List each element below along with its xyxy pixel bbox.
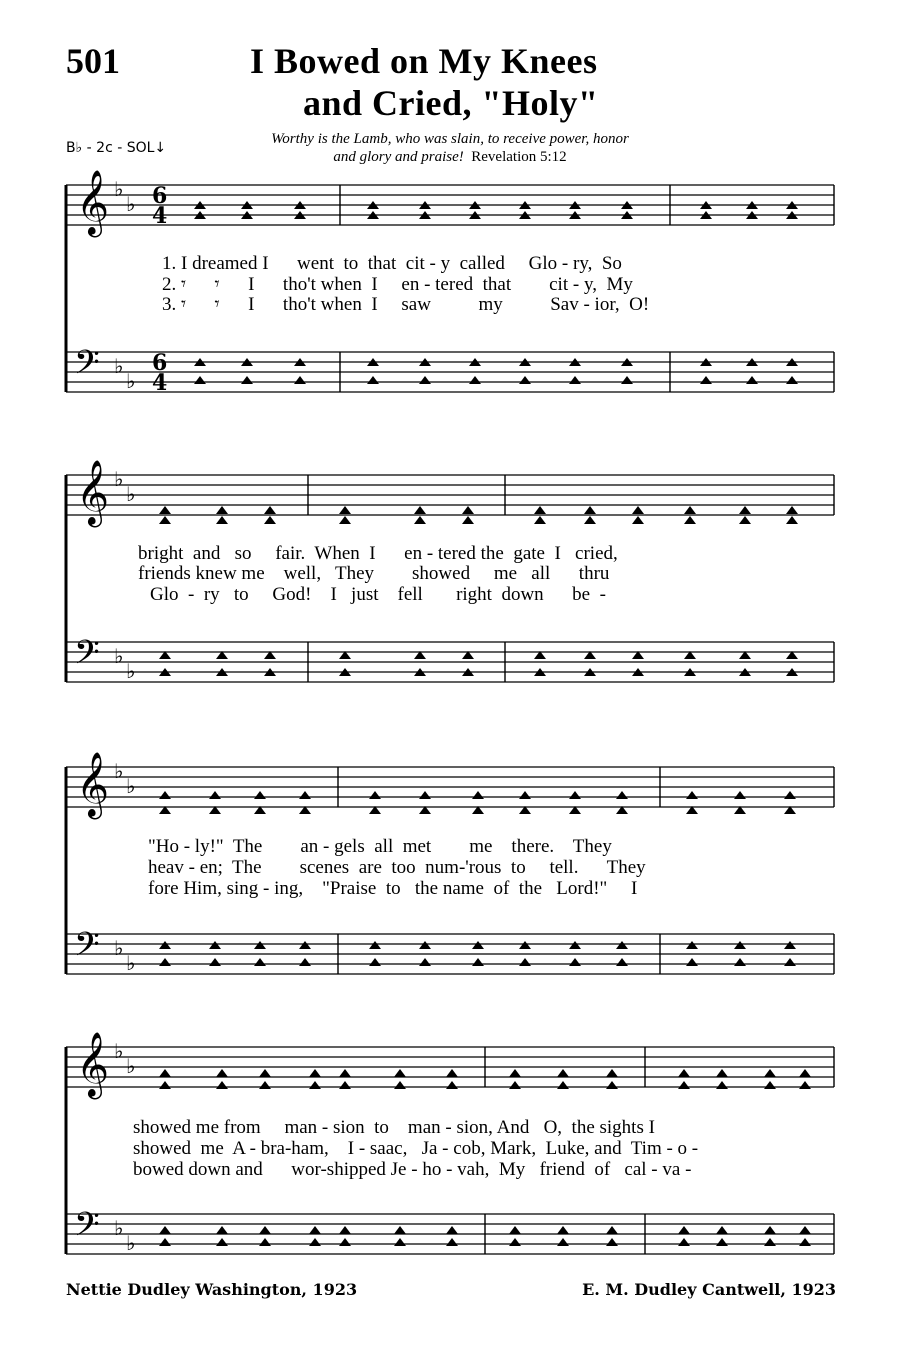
note-head [369, 941, 381, 949]
lyric-s2-v2: friends knew me well, They showed me all thru [138, 563, 610, 584]
note-head [799, 1081, 811, 1089]
flat-icon: ♭ [126, 482, 136, 506]
note-head [784, 791, 796, 799]
lyric-s1-v1: 1. I dreamed I went to that cit - y called Glo - ry, So [162, 253, 622, 274]
note-head [472, 941, 484, 949]
epigraph-line-1: Worthy is the Lamb, who was slain, to receive power, honor [271, 131, 629, 147]
flat-icon: ♭ [126, 1054, 136, 1078]
note-head [369, 958, 381, 966]
note-head [606, 1238, 618, 1246]
note-head [616, 791, 628, 799]
note-head [394, 1081, 406, 1089]
time-signature-bottom: 4 [152, 203, 168, 229]
note-head [519, 958, 531, 966]
bass-clef-icon: 𝄢 [74, 634, 100, 680]
note-head [799, 1069, 811, 1077]
flat-icon: ♭ [126, 369, 136, 393]
flat-icon: ♭ [114, 1216, 124, 1240]
note-head [472, 958, 484, 966]
note-head [414, 506, 426, 514]
note-head [254, 791, 266, 799]
note-head [394, 1069, 406, 1077]
note-head [159, 1226, 171, 1234]
time-signature-top: 6 [152, 350, 168, 376]
note-head [632, 506, 644, 514]
note-head [294, 376, 306, 384]
flat-icon: ♭ [126, 659, 136, 683]
note-head [309, 1226, 321, 1234]
lyric-s1-v2: 2. 𝄾 𝄾 I tho't when I en - tered that cit - y, My [162, 274, 633, 295]
note-head [616, 941, 628, 949]
time-signature-bottom: 4 [152, 370, 168, 396]
note-head [299, 791, 311, 799]
note-head [159, 1081, 171, 1089]
note-head [519, 791, 531, 799]
note-head [621, 376, 633, 384]
note-head [786, 506, 798, 514]
note-head [569, 958, 581, 966]
note-head [469, 376, 481, 384]
note-head [462, 516, 474, 524]
note-head [159, 516, 171, 524]
treble-clef-icon: 𝄞 [76, 752, 110, 817]
note-head [259, 1081, 271, 1089]
note-head [786, 376, 798, 384]
note-head [209, 958, 221, 966]
note-head [394, 1238, 406, 1246]
flat-icon: ♭ [126, 1231, 136, 1255]
flat-icon: ♭ [114, 467, 124, 491]
flat-icon: ♭ [114, 1039, 124, 1063]
note-head [241, 376, 253, 384]
note-head [557, 1081, 569, 1089]
flat-icon: ♭ [114, 177, 124, 201]
note-head [606, 1069, 618, 1077]
note-head [369, 791, 381, 799]
note-head [509, 1238, 521, 1246]
time-signature-top: 6 [152, 183, 168, 209]
lyric-s1-v3: 3. 𝄾 𝄾 I tho't when I saw my Sav - ior, O! [162, 294, 650, 315]
note-head [519, 941, 531, 949]
note-head [339, 516, 351, 524]
note-head [367, 376, 379, 384]
note-head [339, 506, 351, 514]
note-head [446, 1226, 458, 1234]
note-head [739, 506, 751, 514]
note-head [339, 1069, 351, 1077]
note-head [446, 1081, 458, 1089]
note-head [216, 1069, 228, 1077]
note-head [299, 958, 311, 966]
flat-icon: ♭ [114, 759, 124, 783]
note-head [209, 941, 221, 949]
note-head [419, 791, 431, 799]
note-head [309, 1081, 321, 1089]
treble-clef-icon: 𝄞 [76, 460, 110, 525]
note-head [159, 1238, 171, 1246]
lyric-s3-v2: heav - en; The scenes are too num-'rous to tell. They [148, 857, 646, 878]
note-head [419, 376, 431, 384]
note-head [786, 516, 798, 524]
note-head [309, 1069, 321, 1077]
note-head [716, 1069, 728, 1077]
scripture-reference: Revelation 5:12 [471, 149, 567, 165]
note-head [557, 1226, 569, 1234]
note-head [216, 1238, 228, 1246]
bass-clef-icon: 𝄢 [74, 926, 100, 972]
note-head [616, 958, 628, 966]
lyric-s4-v2: showed me A - bra-ham, I - saac, Ja - cob, Mark, Luke, and Tim - o - [133, 1138, 699, 1159]
note-head [446, 1069, 458, 1077]
note-head [419, 958, 431, 966]
note-head [569, 376, 581, 384]
lyric-s4-v3: bowed down and wor-shipped Je - ho - vah, My friend of cal - va - [133, 1159, 692, 1180]
lyric-s2-v3: Glo - ry to God! I just fell right down be - [150, 584, 606, 605]
note-head [254, 958, 266, 966]
note-head [194, 376, 206, 384]
note-head [606, 1226, 618, 1234]
note-head [764, 1238, 776, 1246]
flat-icon: ♭ [114, 936, 124, 960]
lyric-s3-v1: "Ho - ly!" The an - gels all met me there. They [148, 836, 612, 857]
note-head [678, 1226, 690, 1234]
note-head [509, 1069, 521, 1077]
note-head [339, 1238, 351, 1246]
flat-icon: ♭ [126, 774, 136, 798]
note-head [259, 1226, 271, 1234]
note-head [216, 1226, 228, 1234]
note-head [259, 1238, 271, 1246]
note-head [462, 506, 474, 514]
note-head [159, 506, 171, 514]
note-head [569, 941, 581, 949]
note-head [557, 1069, 569, 1077]
lyric-s3-v3: fore Him, sing - ing, "Praise to the name of the Lord!" I [148, 878, 638, 899]
note-head [716, 1081, 728, 1089]
lyric-s4-v1: showed me from man - sion to man - sion, And O, the sights I [133, 1117, 655, 1138]
note-head [784, 958, 796, 966]
note-head [799, 1226, 811, 1234]
note-head [394, 1226, 406, 1234]
credit-music-composer: E. M. Dudley Cantwell, 1923 [582, 1280, 836, 1299]
note-head [509, 1081, 521, 1089]
title-line-1: I Bowed on My Knees [250, 41, 598, 81]
treble-clef-icon: 𝄞 [76, 170, 110, 235]
note-head [716, 1238, 728, 1246]
flat-icon: ♭ [126, 192, 136, 216]
note-head [159, 941, 171, 949]
note-head [678, 1238, 690, 1246]
bass-clef-icon: 𝄢 [74, 344, 100, 390]
note-head [584, 516, 596, 524]
note-head [216, 506, 228, 514]
note-head [764, 1081, 776, 1089]
note-head [746, 376, 758, 384]
note-head [264, 506, 276, 514]
note-head [716, 1226, 728, 1234]
key-info: B♭ - 2c - SOL↓ [66, 140, 167, 156]
note-head [678, 1081, 690, 1089]
note-head [509, 1226, 521, 1234]
note-head [684, 506, 696, 514]
note-head [209, 791, 221, 799]
note-head [799, 1238, 811, 1246]
title-line-2: and Cried, "Holy" [303, 83, 599, 123]
note-head [339, 1226, 351, 1234]
note-head [684, 516, 696, 524]
note-head [472, 791, 484, 799]
note-head [557, 1238, 569, 1246]
note-head [419, 941, 431, 949]
note-head [446, 1238, 458, 1246]
note-head [414, 516, 426, 524]
treble-clef-icon: 𝄞 [76, 1032, 110, 1097]
note-head [734, 941, 746, 949]
note-head [686, 958, 698, 966]
note-head [700, 376, 712, 384]
note-head [264, 516, 276, 524]
note-head [739, 516, 751, 524]
note-head [216, 516, 228, 524]
note-head [678, 1069, 690, 1077]
note-head [734, 791, 746, 799]
note-head [764, 1226, 776, 1234]
hymn-number: 501 [66, 41, 120, 81]
note-head [734, 958, 746, 966]
note-head [519, 376, 531, 384]
credit-words-author: Nettie Dudley Washington, 1923 [66, 1280, 358, 1299]
note-head [534, 516, 546, 524]
note-head [309, 1238, 321, 1246]
note-head [606, 1081, 618, 1089]
note-head [159, 791, 171, 799]
flat-icon: ♭ [114, 644, 124, 668]
note-head [259, 1069, 271, 1077]
lyric-s2-v1: bright and so fair. When I en - tered the gate I cried, [138, 543, 618, 564]
note-head [159, 1069, 171, 1077]
note-head [339, 1081, 351, 1089]
flat-icon: ♭ [126, 951, 136, 975]
bass-clef-icon: 𝄢 [74, 1206, 100, 1252]
note-head [159, 958, 171, 966]
note-head [569, 791, 581, 799]
note-head [584, 506, 596, 514]
note-head [686, 941, 698, 949]
note-head [254, 941, 266, 949]
note-head [534, 506, 546, 514]
note-head [632, 516, 644, 524]
note-head [299, 941, 311, 949]
epigraph-line-2: and glory and praise! [333, 149, 464, 165]
note-head [216, 1081, 228, 1089]
note-head [784, 941, 796, 949]
flat-icon: ♭ [114, 354, 124, 378]
note-head [686, 791, 698, 799]
note-head [764, 1069, 776, 1077]
